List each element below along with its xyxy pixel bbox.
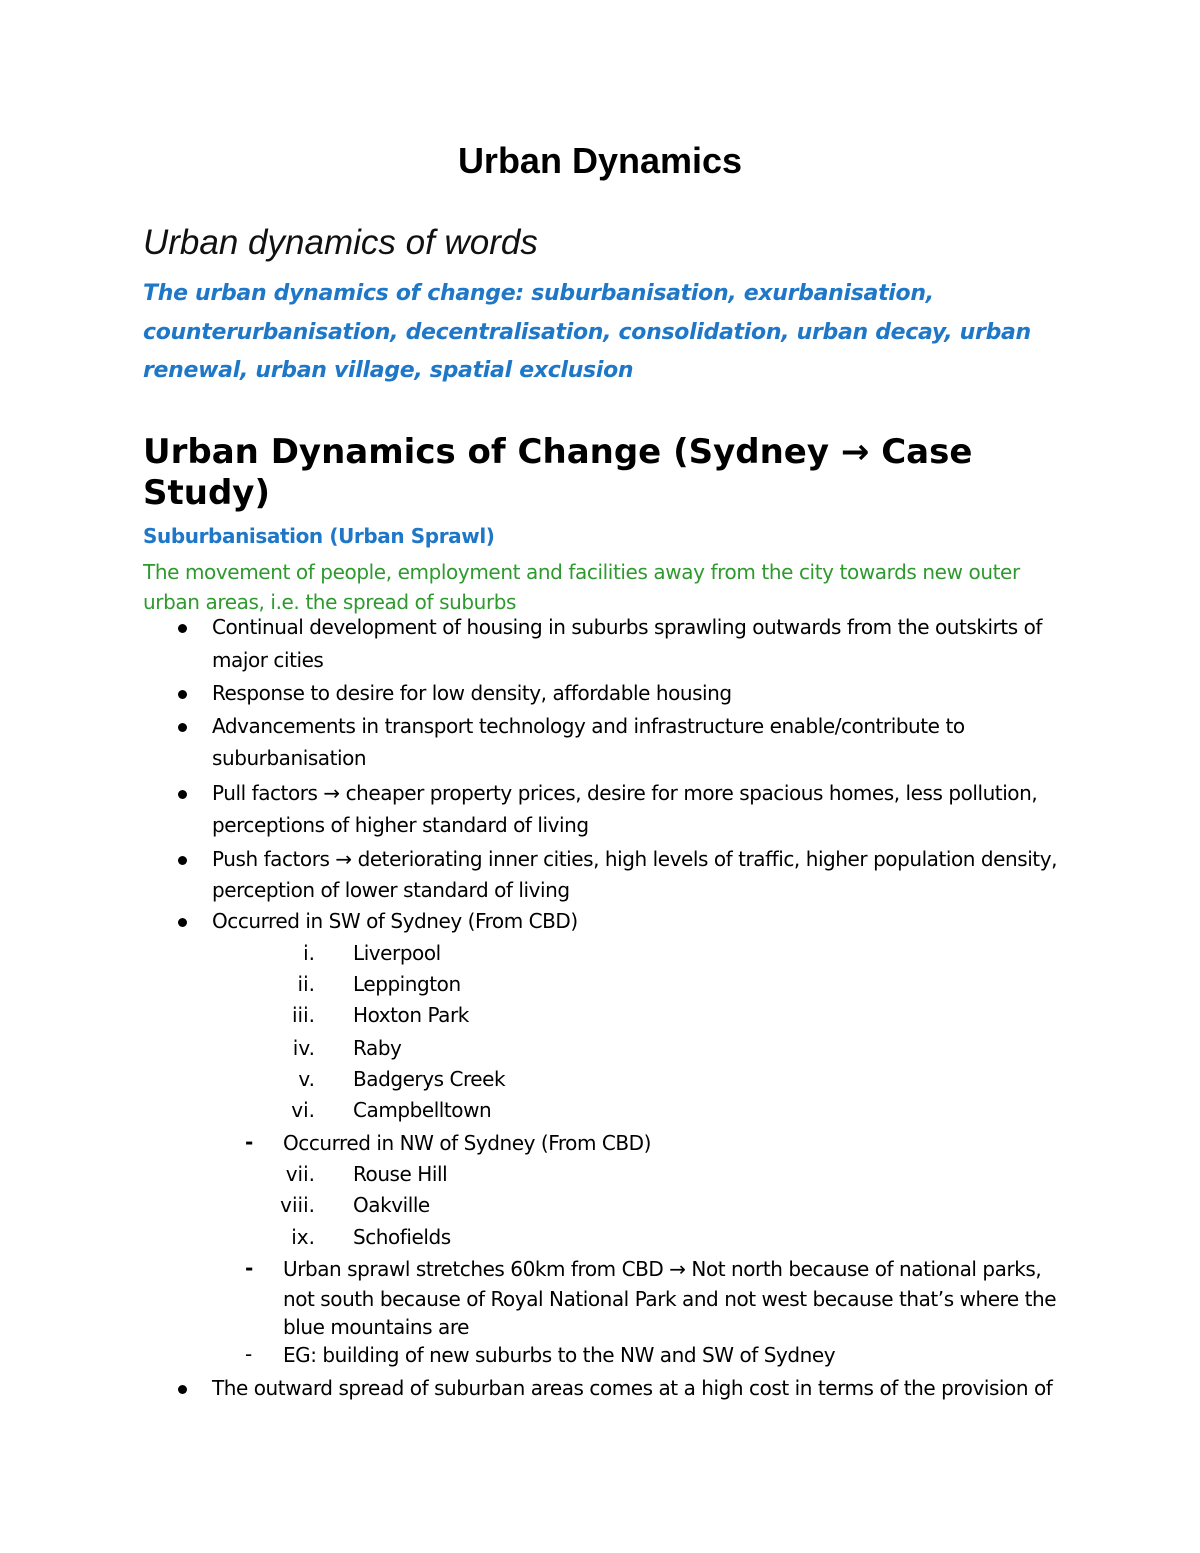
case-study-heading: Urban Dynamics of Change (Sydney → Case Study) — [143, 432, 973, 513]
dash-marker: - — [245, 1256, 254, 1280]
sprawl-line-3: blue mountains are — [283, 1315, 470, 1339]
bullet-1-line-1: Continual development of housing in suburbs sprawling outwards from the outskirts of — [212, 615, 1042, 639]
subtitle: Urban dynamics of words — [143, 223, 538, 262]
bullet-6-line-1: Occurred in SW of Sydney (From CBD) — [212, 909, 578, 933]
last-bullet-line: The outward spread of suburban areas comes at a high cost in terms of the provision of — [212, 1376, 1053, 1400]
suburb-item: Liverpool — [353, 941, 441, 965]
list-number: iii. — [291, 1003, 315, 1027]
section-heading: Suburbanisation (Urban Sprawl) — [143, 524, 495, 548]
suburb-item: Campbelltown — [353, 1098, 492, 1122]
suburb-item: Badgerys Creek — [353, 1067, 506, 1091]
bullet-icon — [178, 1385, 187, 1394]
bullet-2-line-1: Response to desire for low density, affordable housing — [212, 681, 732, 705]
bullet-icon — [178, 856, 187, 865]
bullet-3-line-1: Advancements in transport technology and infrastructure enable/contribute to — [212, 714, 965, 738]
suburb-item: Oakville — [353, 1193, 430, 1217]
bullet-4-line-1: Pull factors → cheaper property prices, desire for more spacious homes, less pollution, — [212, 781, 1038, 805]
list-number: v. — [298, 1067, 315, 1091]
suburb-item: Hoxton Park — [353, 1003, 469, 1027]
suburb-item: Rouse Hill — [353, 1162, 448, 1186]
suburb-item: Leppington — [353, 972, 461, 996]
suburb-item: Raby — [353, 1036, 402, 1060]
bullet-icon — [178, 918, 187, 927]
example-line: EG: building of new suburbs to the NW and SW of Sydney — [283, 1343, 836, 1367]
dash-marker: - — [245, 1130, 254, 1154]
list-number: iv. — [292, 1036, 315, 1060]
dash-marker: - — [245, 1342, 253, 1366]
nw-heading: Occurred in NW of Sydney (From CBD) — [283, 1131, 651, 1155]
sprawl-line-1: Urban sprawl stretches 60km from CBD → Not north because of national parks, — [283, 1257, 1042, 1281]
bullet-4-line-2: perceptions of higher standard of living — [212, 813, 589, 837]
bullet-1-line-2: major cities — [212, 648, 324, 672]
list-number: vii. — [285, 1162, 315, 1186]
bullet-icon — [178, 690, 187, 699]
intro-paragraph: The urban dynamics of change: suburbanisation, exurbanisation, counterurbanisation, decentralisation, consolidation, urban decay, urban renewal, urban village, spatial exclusion — [143, 281, 1031, 383]
suburb-item: Schofields — [353, 1225, 451, 1249]
list-number: ix. — [291, 1225, 315, 1249]
sprawl-line-2: not south because of Royal National Park and not west because that’s where the — [283, 1287, 1057, 1311]
definition-paragraph: The movement of people, employment and facilities away from the city towards new outer urban areas, i.e. the spread of suburbs — [143, 560, 1020, 614]
bullet-5-line-1: Push factors → deteriorating inner cities, high levels of traffic, higher population density, — [212, 847, 1057, 871]
list-number: ii. — [297, 972, 315, 996]
bullet-icon — [178, 790, 187, 799]
bullet-5-line-2: perception of lower standard of living — [212, 878, 570, 902]
list-number: vi. — [291, 1098, 315, 1122]
bullet-icon — [178, 723, 187, 732]
list-number: viii. — [280, 1193, 315, 1217]
bullet-icon — [178, 624, 187, 633]
document-title: Urban Dynamics — [457, 140, 743, 181]
list-number: i. — [303, 941, 315, 965]
bullet-3-line-2: suburbanisation — [212, 746, 367, 770]
